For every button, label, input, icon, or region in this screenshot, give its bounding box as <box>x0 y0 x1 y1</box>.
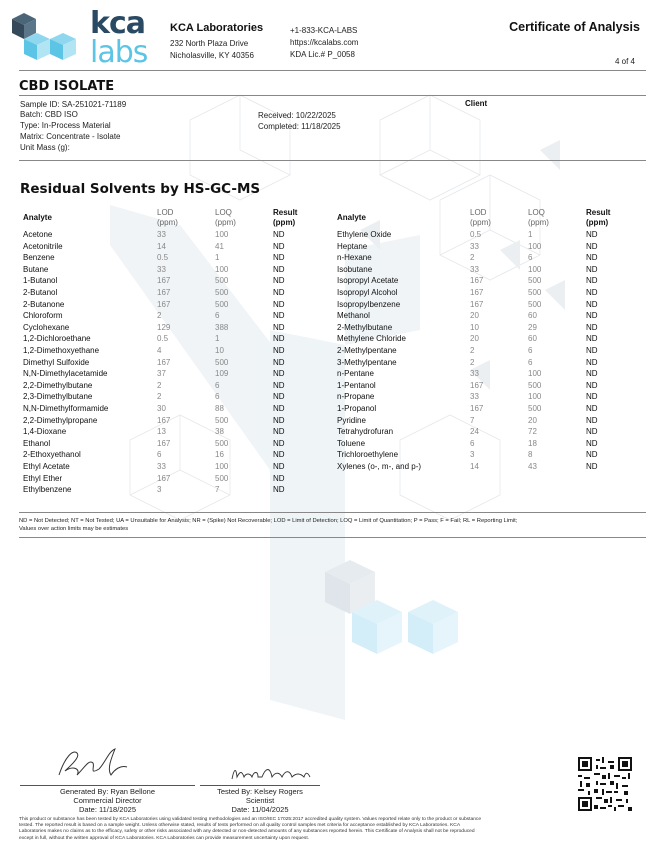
result-value: ND <box>273 253 285 263</box>
loq-value: 500 <box>215 357 229 367</box>
loq-value: 500 <box>528 276 542 286</box>
analyte-name: 2,2-Dimethylpropane <box>23 415 98 425</box>
result-value: ND <box>273 346 285 355</box>
result-value: ND <box>586 415 598 425</box>
table-row <box>337 275 637 286</box>
table-row <box>23 415 323 426</box>
completed-date: Completed: 11/18/2025 <box>258 122 341 131</box>
sample-info-rule <box>19 160 646 161</box>
result-value: ND <box>586 322 598 332</box>
left-signature-line <box>20 785 195 786</box>
disclaimer-line4: except in full, without the written approval of KCA Laboratories. KCA Laboratories can provide measurement uncertainty upon request. <box>19 835 310 841</box>
table-row <box>23 310 323 321</box>
table-row <box>23 299 323 310</box>
lod-value: 167 <box>157 299 171 309</box>
table-row <box>23 287 323 298</box>
result-value: ND <box>586 253 598 263</box>
table-row <box>23 275 323 286</box>
analyte-name: Xylenes (o-, m-, and p-) <box>337 462 422 471</box>
table-row <box>23 241 323 252</box>
lod-value: 4 <box>157 346 162 355</box>
analyte-name: Methylene Chloride <box>337 334 406 344</box>
loq-value: 500 <box>215 299 229 309</box>
loq-value: 1 <box>528 230 533 239</box>
result-value: ND <box>273 299 285 309</box>
table-row <box>23 229 323 240</box>
lod-value: 14 <box>157 241 166 251</box>
lod-value: 20 <box>470 334 479 344</box>
lab-name: KCA Laboratories <box>170 22 264 34</box>
result-value: ND <box>273 438 285 448</box>
lod-value: 13 <box>157 427 166 437</box>
loq-value: 1 <box>215 334 220 344</box>
generated-by-title: Commercial Director <box>73 796 142 805</box>
col-result-left: Result <box>273 208 298 217</box>
result-value: ND <box>273 404 285 413</box>
col-loq-unit-right: (ppm) <box>528 218 549 227</box>
table-row <box>23 484 323 495</box>
table-row <box>337 438 637 449</box>
result-value: ND <box>273 427 285 437</box>
loq-value: 6 <box>215 392 220 402</box>
right-signature-line <box>200 785 320 786</box>
loq-value: 6 <box>215 380 220 390</box>
lod-value: 3 <box>470 450 475 460</box>
lod-value: 20 <box>470 311 479 321</box>
lod-value: 2 <box>470 357 475 367</box>
result-value: ND <box>586 427 598 437</box>
loq-value: 72 <box>528 427 537 437</box>
lod-value: 167 <box>157 288 171 297</box>
lod-value: 33 <box>157 230 166 239</box>
table-row <box>337 333 637 344</box>
kca-labs-wordmark <box>90 6 148 70</box>
client-label: Client <box>465 99 488 108</box>
loq-value: 6 <box>528 357 533 367</box>
table-row <box>23 333 323 344</box>
analyte-name: Tetrahydrofuran <box>337 427 394 437</box>
result-value: ND <box>586 438 598 448</box>
analyte-name: n-Pentane <box>337 369 374 379</box>
col-analyte-left: Analyte <box>23 213 52 222</box>
table-row <box>23 391 323 402</box>
table-row <box>23 252 323 263</box>
loq-value: 109 <box>215 369 229 379</box>
lod-value: 167 <box>470 380 484 390</box>
lod-value: 167 <box>470 299 484 309</box>
lod-value: 33 <box>470 264 479 274</box>
table-row <box>337 229 637 240</box>
table-row <box>23 264 323 275</box>
col-lod-unit-left: (ppm) <box>157 218 178 227</box>
analyte-name: Trichloroethylene <box>337 450 399 460</box>
analyte-name: 2,3-Dimethylbutane <box>23 392 93 402</box>
result-value: ND <box>586 357 598 367</box>
result-value: ND <box>586 334 598 344</box>
header-rule <box>19 70 646 71</box>
analyte-name: Ethylene Oxide <box>337 230 392 239</box>
loq-value: 500 <box>215 473 229 483</box>
page-number: 4 of 4 <box>614 57 635 66</box>
analyte-name: Pyridine <box>337 415 366 425</box>
analyte-name: Acetonitrile <box>23 241 63 251</box>
lod-value: 129 <box>157 322 171 332</box>
lod-value: 30 <box>157 404 166 413</box>
result-value: ND <box>273 230 285 239</box>
col-result-unit-left: (ppm) <box>273 218 296 227</box>
disclaimer-line1: This product or substance has been tested by KCA Laboratories using validated testing methodologies and an ISO/IEC 17025:2017 accredited quality system. Values reported relate only to the product or substance <box>19 817 482 822</box>
loq-value: 88 <box>215 404 224 413</box>
analyte-name: Isopropylbenzene <box>337 299 401 309</box>
table-row <box>337 310 637 321</box>
col-loq-right: LOQ <box>528 208 545 217</box>
loq-value: 18 <box>528 438 537 448</box>
analyte-name: Acetone <box>23 230 53 239</box>
matrix: Matrix: Concentrate - Isolate <box>20 132 121 141</box>
abbreviations-footnote <box>19 517 639 533</box>
result-value: ND <box>586 311 598 321</box>
loq-value: 100 <box>528 369 542 379</box>
loq-value: 60 <box>528 311 537 321</box>
table-row <box>337 264 637 275</box>
analyte-name: 1,4-Dioxane <box>23 427 67 437</box>
loq-value: 100 <box>528 241 542 251</box>
result-value: ND <box>273 380 285 390</box>
lod-value: 2 <box>157 392 162 402</box>
loq-value: 500 <box>215 276 229 286</box>
result-value: ND <box>586 404 598 413</box>
result-value: ND <box>586 288 598 297</box>
table-row <box>337 368 637 379</box>
result-value: ND <box>273 473 285 483</box>
table-row <box>337 345 637 356</box>
table-row <box>337 380 637 391</box>
analyte-name: n-Hexane <box>337 253 372 263</box>
loq-value: 7 <box>215 485 220 495</box>
loq-value: 388 <box>215 322 229 332</box>
result-value: ND <box>586 241 598 251</box>
lod-value: 37 <box>157 369 166 379</box>
col-loq-unit-left: (ppm) <box>215 218 236 227</box>
table-row <box>23 449 323 460</box>
table-bottom-rule <box>19 512 646 513</box>
lod-value: 0.5 <box>470 230 482 239</box>
loq-value: 500 <box>215 438 229 448</box>
loq-value: 500 <box>215 415 229 425</box>
sample-type: Type: In-Process Material <box>20 121 111 130</box>
signature-kelsey-rogers <box>228 763 313 785</box>
generated-by-date: Date: 11/18/2025 <box>79 805 136 814</box>
loq-value: 60 <box>528 334 537 344</box>
loq-value: 29 <box>528 322 537 332</box>
lod-value: 167 <box>157 357 171 367</box>
analyte-name: Heptane <box>337 241 368 251</box>
analyte-name: Cyclohexane <box>23 322 70 332</box>
table-row <box>23 322 323 333</box>
analyte-name: Isopropyl Alcohol <box>337 288 398 297</box>
lod-value: 33 <box>157 264 166 274</box>
loq-value: 100 <box>528 264 542 274</box>
col-lod-right: LOD <box>470 208 487 217</box>
lod-value: 167 <box>470 288 484 297</box>
lab-license: KDA Lic.# P_0058 <box>290 50 355 59</box>
loq-value: 100 <box>215 264 229 274</box>
table-row <box>23 426 323 437</box>
footnote-rule <box>19 537 646 538</box>
lod-value: 2 <box>157 380 162 390</box>
disclaimer-line3: Laboratories makes no claims as to the efficacy, safety or other risks associated with any detected or non-detected amounts of any substances reported herein. This Certificate of Analysis shall not be reproduced <box>19 829 475 835</box>
result-value: ND <box>273 276 285 286</box>
analyte-name: Isobutane <box>337 264 373 274</box>
loq-value: 500 <box>528 288 542 297</box>
analyte-name: Ethyl Acetate <box>23 462 70 471</box>
col-loq-left: LOQ <box>215 208 232 217</box>
loq-value: 6 <box>215 311 220 321</box>
analyte-name: Methanol <box>337 311 370 321</box>
analyte-name: 1-Butanol <box>23 276 58 286</box>
result-value: ND <box>273 288 285 297</box>
result-value: ND <box>273 264 285 274</box>
lod-value: 167 <box>157 415 171 425</box>
loq-value: 20 <box>528 415 537 425</box>
analyte-name: 3-Methylpentane <box>337 357 397 367</box>
result-value: ND <box>273 462 285 471</box>
lod-value: 2 <box>470 346 475 355</box>
product-rule <box>19 95 646 96</box>
lod-value: 167 <box>157 276 171 286</box>
loq-value: 41 <box>215 241 224 251</box>
lod-value: 33 <box>470 369 479 379</box>
result-value: ND <box>586 264 598 274</box>
logo-labs-text: labs <box>90 35 148 70</box>
result-value: ND <box>273 241 285 251</box>
table-row <box>23 461 323 472</box>
section-title: Residual Solvents by HS-GC-MS <box>20 181 261 197</box>
lab-address-line1: 232 North Plaza Drive <box>170 39 249 48</box>
tested-by-block <box>200 787 320 814</box>
result-value: ND <box>273 392 285 402</box>
result-value: ND <box>586 299 598 309</box>
table-row <box>337 252 637 263</box>
analyte-name: 1-Propanol <box>337 404 377 413</box>
result-value: ND <box>586 276 598 286</box>
logo-kca-text: kca <box>90 6 145 41</box>
table-row <box>23 403 323 414</box>
table-row <box>337 426 637 437</box>
lab-website: https://kcalabs.com <box>290 38 359 47</box>
table-row <box>337 241 637 252</box>
lod-value: 24 <box>470 427 479 437</box>
analyte-name: 2-Methylbutane <box>337 322 393 332</box>
analyte-name: 2-Methylpentane <box>337 346 397 355</box>
result-value: ND <box>586 392 598 402</box>
generated-by-block <box>20 787 195 814</box>
table-row <box>337 461 637 472</box>
lod-value: 167 <box>157 438 171 448</box>
table-row <box>337 415 637 426</box>
received-date: Received: 10/22/2025 <box>258 111 336 120</box>
table-row <box>23 380 323 391</box>
table-row <box>337 449 637 460</box>
lab-phone: +1-833-KCA-LABS <box>290 26 358 35</box>
sample-id: Sample ID: SA-251021-71189 <box>20 100 127 109</box>
lod-value: 2 <box>157 311 162 321</box>
analyte-name: 2-Ethoxyethanol <box>23 450 81 460</box>
footnote-line2: Values over action limits may be estimates <box>19 526 129 532</box>
result-value: ND <box>586 230 598 239</box>
analyte-name: Benzene <box>23 253 55 263</box>
analyte-name: Ethylbenzene <box>23 485 72 495</box>
result-value: ND <box>273 311 285 321</box>
loq-value: 100 <box>528 392 542 402</box>
result-value: ND <box>586 462 598 471</box>
legal-disclaimer <box>19 817 637 842</box>
footnote-line1: ND = Not Detected; NT = Not Tested; UA = Unsuitable for Analysis; NR = (Spike) Not Recoverable; LOD = Limit of Detection; LOQ = Limit of Quantitation; P = Pass; F = Fail; RL = Reporting Limit; <box>19 518 518 524</box>
col-result-right: Result <box>586 208 611 217</box>
loq-value: 10 <box>215 346 224 355</box>
loq-value: 500 <box>528 380 542 390</box>
qr-code-icon <box>578 757 632 811</box>
table-row <box>23 368 323 379</box>
table-row <box>337 287 637 298</box>
lod-value: 167 <box>470 276 484 286</box>
loq-value: 500 <box>528 404 542 413</box>
analyte-name: N,N-Dimethylacetamide <box>23 369 108 379</box>
table-row <box>23 345 323 356</box>
lod-value: 14 <box>470 462 479 471</box>
loq-value: 38 <box>215 427 224 437</box>
tested-by-title: Scientist <box>245 796 275 805</box>
result-value: ND <box>273 322 285 332</box>
loq-value: 43 <box>528 462 537 471</box>
loq-value: 500 <box>215 288 229 297</box>
result-value: ND <box>273 450 285 460</box>
analyte-name: Chloroform <box>23 311 63 321</box>
analyte-name: Isopropyl Acetate <box>337 276 399 286</box>
lod-value: 33 <box>470 241 479 251</box>
table-row <box>337 299 637 310</box>
table-row <box>337 391 637 402</box>
product-name: CBD ISOLATE <box>19 79 115 94</box>
analyte-name: n-Propane <box>337 392 375 402</box>
analyte-name: Ethanol <box>23 438 51 448</box>
analyte-name: Dimethyl Sulfoxide <box>23 357 90 367</box>
result-value: ND <box>586 369 598 379</box>
loq-value: 6 <box>528 346 533 355</box>
lod-value: 6 <box>157 450 162 460</box>
analyte-name: Butane <box>23 264 49 274</box>
batch: Batch: CBD ISO <box>20 110 78 119</box>
loq-value: 100 <box>215 230 229 239</box>
result-value: ND <box>273 369 285 379</box>
col-analyte-right: Analyte <box>337 213 366 222</box>
analyte-name: 1,2-Dichloroethane <box>23 334 91 344</box>
tested-by-date: Date: 11/04/2025 <box>231 805 289 814</box>
analyte-name: 2,2-Dimethylbutane <box>23 380 93 390</box>
lod-value: 2 <box>470 253 475 263</box>
analyte-name: N,N-Dimethylformamide <box>23 404 109 413</box>
loq-value: 6 <box>528 253 533 263</box>
loq-value: 100 <box>215 462 229 471</box>
lod-value: 0.5 <box>157 253 169 263</box>
table-row <box>337 322 637 333</box>
analyte-name: Toluene <box>337 438 366 448</box>
lab-address-line2: Nicholasville, KY 40356 <box>170 51 254 60</box>
analyte-name: 2-Butanol <box>23 288 58 297</box>
generated-by-name: Generated By: Ryan Bellone <box>59 787 156 796</box>
lod-value: 167 <box>470 404 484 413</box>
result-value: ND <box>273 415 285 425</box>
disclaimer-line2: tested. The reported result is based on a sample weight. Unless otherwise stated, results of tests performed on all quality control samples met criteria for acceptance established by KCA Laboratories. KCA <box>19 823 461 829</box>
kca-cube-logo-icon <box>10 10 88 68</box>
lod-value: 167 <box>157 473 171 483</box>
col-lod-left: LOD <box>157 208 174 217</box>
lod-value: 6 <box>470 438 475 448</box>
analyte-name: Ethyl Ether <box>23 473 63 483</box>
unit-mass: Unit Mass (g): <box>20 143 70 152</box>
lod-value: 33 <box>157 462 166 471</box>
col-lod-unit-right: (ppm) <box>470 218 491 227</box>
result-value: ND <box>586 346 598 355</box>
document-title: Certificate of Analysis <box>509 20 640 34</box>
result-value: ND <box>586 380 598 390</box>
result-value: ND <box>586 450 598 460</box>
tested-by-name: Tested By: Kelsey Rogers <box>217 787 303 796</box>
result-value: ND <box>273 334 285 344</box>
loq-value: 500 <box>528 299 542 309</box>
lod-value: 33 <box>470 392 479 402</box>
result-value: ND <box>273 357 285 367</box>
loq-value: 16 <box>215 450 224 460</box>
table-row <box>23 473 323 484</box>
signature-ryan-bellone <box>55 745 130 783</box>
loq-value: 8 <box>528 450 533 460</box>
table-row <box>23 357 323 368</box>
result-value: ND <box>273 485 285 495</box>
table-row <box>23 438 323 449</box>
analyte-name: 1,2-Dimethoxyethane <box>23 346 100 355</box>
col-result-unit-right: (ppm) <box>586 218 609 227</box>
analyte-name: 1-Pentanol <box>337 380 376 390</box>
analyte-name: 2-Butanone <box>23 299 65 309</box>
table-row <box>337 403 637 414</box>
lod-value: 7 <box>470 415 475 425</box>
lod-value: 3 <box>157 485 162 495</box>
table-row <box>337 357 637 368</box>
lod-value: 10 <box>470 322 479 332</box>
loq-value: 1 <box>215 253 220 263</box>
lod-value: 0.5 <box>157 334 169 344</box>
